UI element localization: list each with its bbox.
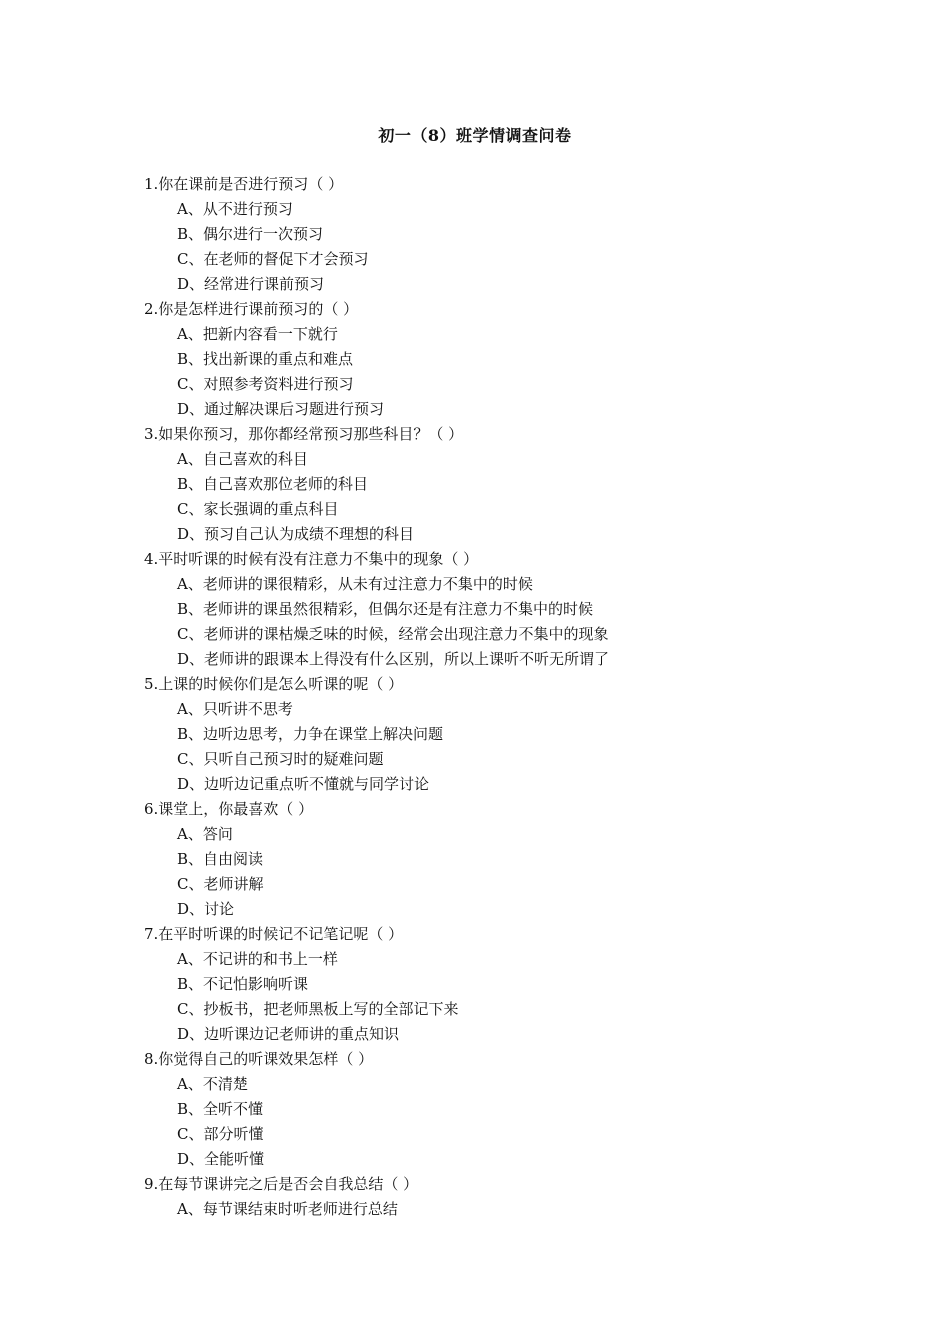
answer-option: C、老师讲解 — [177, 875, 264, 893]
answer-option: A、自己喜欢的科目 — [177, 450, 308, 468]
answer-option: D、讨论 — [177, 900, 235, 918]
answer-option: C、对照参考资料进行预习 — [177, 375, 354, 393]
question-4 — [144, 547, 844, 672]
answer-option: A、把新内容看一下就行 — [177, 325, 338, 343]
answer-option: D、边听课边记老师讲的重点知识 — [177, 1025, 400, 1043]
question-text: 6.课堂上，你最喜欢（ ） — [144, 800, 314, 818]
answer-option: D、边听边记重点听不懂就与同学讨论 — [177, 775, 430, 793]
question-6 — [144, 797, 844, 922]
answer-option: D、经常进行课前预习 — [177, 275, 325, 293]
answer-option: B、自由阅读 — [177, 850, 264, 868]
answer-option: C、抄板书，把老师黑板上写的全部记下来 — [177, 1000, 459, 1018]
page-title: 初一（8）班学情调查问卷 — [378, 126, 572, 145]
answer-option: C、老师讲的课枯燥乏味的时候，经常会出现注意力不集中的现象 — [177, 625, 609, 643]
answer-option: A、只听讲不思考 — [177, 700, 293, 718]
question-text: 5.上课的时候你们是怎么听课的呢（ ） — [144, 675, 404, 693]
question-text: 1.你在课前是否进行预习（ ） — [144, 175, 344, 193]
question-text: 3.如果你预习，那你都经常预习那些科目？（ ） — [144, 425, 464, 443]
answer-option: A、不清楚 — [177, 1075, 248, 1093]
question-8 — [144, 1047, 844, 1172]
answer-option: B、不记怕影响听课 — [177, 975, 309, 993]
answer-option: D、通过解决课后习题进行预习 — [177, 400, 385, 418]
question-7 — [144, 922, 844, 1047]
answer-option: B、老师讲的课虽然很精彩，但偶尔还是有注意力不集中的时候 — [177, 600, 594, 618]
answer-option: A、每节课结束时听老师进行总结 — [177, 1200, 398, 1218]
answer-option: C、只听自己预习时的疑难问题 — [177, 750, 384, 768]
question-list — [144, 172, 844, 1222]
answer-option: B、全听不懂 — [177, 1100, 264, 1118]
answer-option: D、老师讲的跟课本上得没有什么区别，所以上课听不听无所谓了 — [177, 650, 610, 668]
answer-option: B、找出新课的重点和难点 — [177, 350, 354, 368]
answer-option: D、预习自己认为成绩不理想的科目 — [177, 525, 415, 543]
answer-option: B、偶尔进行一次预习 — [177, 225, 324, 243]
question-3 — [144, 422, 844, 547]
question-5 — [144, 672, 844, 797]
answer-option: A、答问 — [177, 825, 233, 843]
answer-option: B、边听边思考，力争在课堂上解决问题 — [177, 725, 444, 743]
answer-option: B、自己喜欢那位老师的科目 — [177, 475, 369, 493]
question-text: 4.平时听课的时候有没有注意力不集中的现象（ ） — [144, 550, 479, 568]
question-text: 7.在平时听课的时候记不记笔记呢（ ） — [144, 925, 404, 943]
answer-option: C、在老师的督促下才会预习 — [177, 250, 369, 268]
answer-option: A、老师讲的课很精彩，从未有过注意力不集中的时候 — [177, 575, 533, 593]
answer-option: A、从不进行预习 — [177, 200, 293, 218]
answer-option: C、部分听懂 — [177, 1125, 264, 1143]
question-1 — [144, 172, 844, 297]
answer-option: C、家长强调的重点科目 — [177, 500, 339, 518]
answer-option: D、全能听懂 — [177, 1150, 265, 1168]
question-text: 8.你觉得自己的听课效果怎样（ ） — [144, 1050, 374, 1068]
question-9 — [144, 1172, 844, 1222]
question-text: 2.你是怎样进行课前预习的（ ） — [144, 300, 359, 318]
question-2 — [144, 297, 844, 422]
answer-option: A、不记讲的和书上一样 — [177, 950, 338, 968]
question-text: 9.在每节课讲完之后是否会自我总结（ ） — [144, 1175, 419, 1193]
